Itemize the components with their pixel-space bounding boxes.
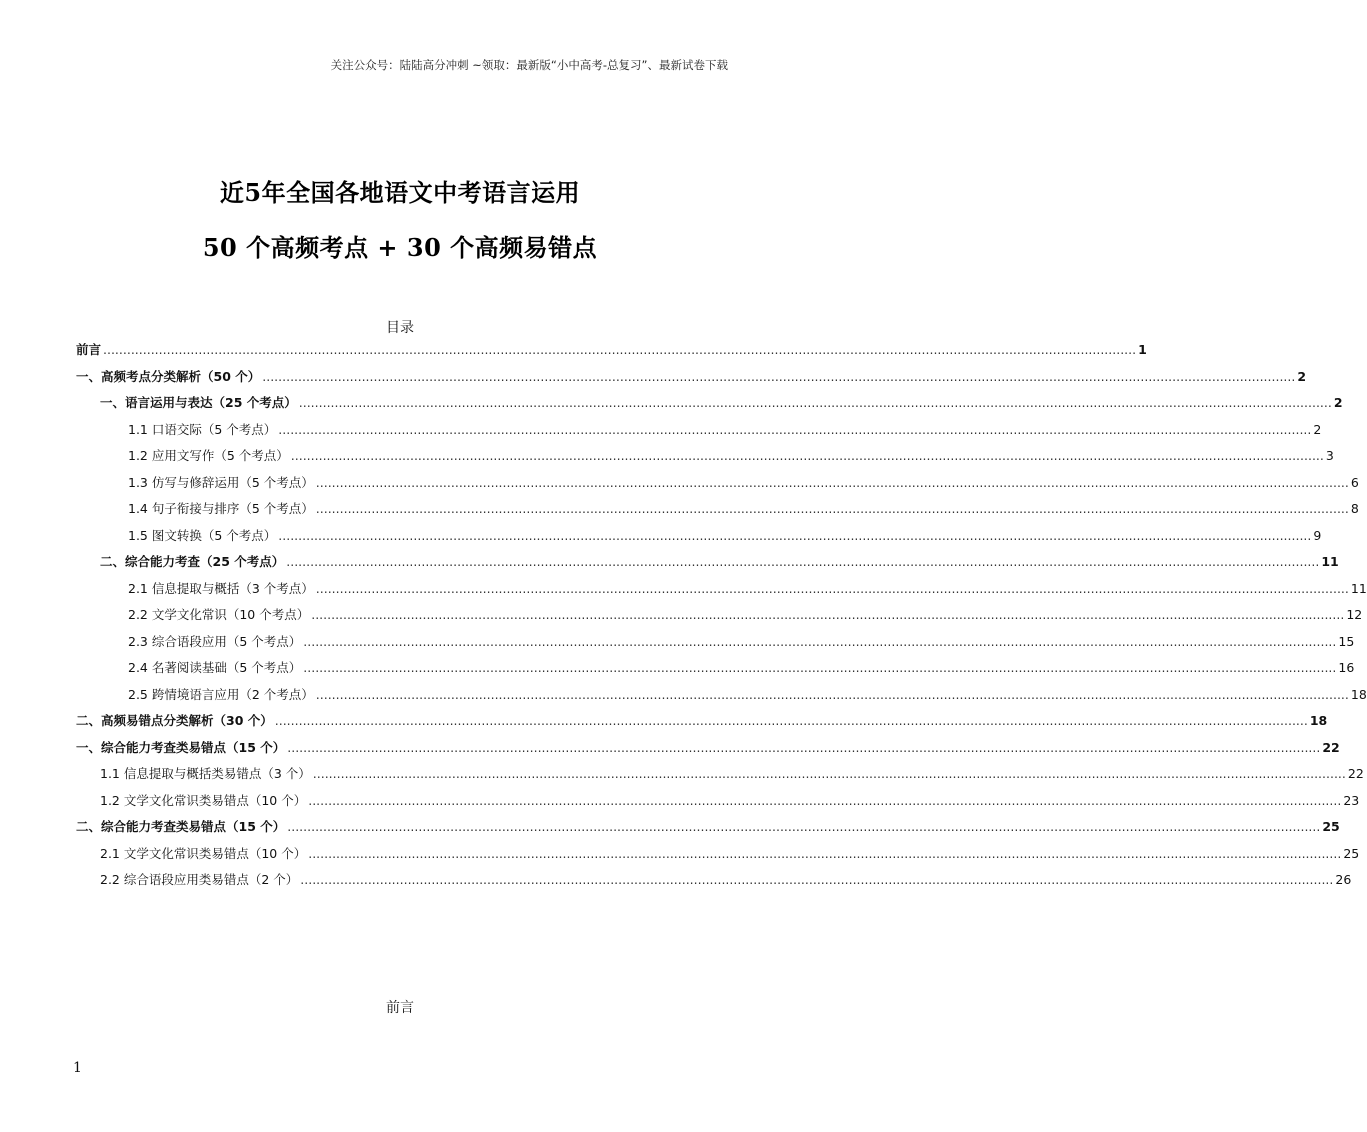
toc-entry-page: 23 <box>1343 792 1360 808</box>
toc-entry[interactable] <box>76 788 1360 815</box>
toc-dot-leader: .................................................................................................................................................................................................................................................................... <box>262 368 1296 384</box>
toc-entry-page: 2 <box>1333 395 1343 410</box>
toc-entry-label: 二、综合能力考查（25 个考点） <box>100 554 285 569</box>
toc-entry-label: 2.1 信息提取与概括（3 个考点） <box>128 580 314 596</box>
toc-entry[interactable] <box>76 708 1328 735</box>
toc-entry-page: 2 <box>1297 368 1307 384</box>
toc-dot-leader: .................................................................................................................................................................................................................................................................... <box>300 872 1334 887</box>
toc-dot-leader: .................................................................................................................................................................................................................................................................... <box>303 660 1337 675</box>
toc-entry-label: 1.5 图文转换（5 个考点） <box>128 527 277 543</box>
toc-entry-page: 18 <box>1309 713 1328 728</box>
toc-entry[interactable] <box>76 761 1364 788</box>
toc-entry[interactable] <box>76 390 1343 417</box>
toc-entry-page: 26 <box>1335 872 1352 887</box>
toc-dot-leader: .................................................................................................................................................................................................................................................................... <box>278 527 1312 543</box>
toc-entry-label: 一、高频考点分类解析（50 个） <box>76 368 261 384</box>
page-number: 1 <box>73 1060 82 1076</box>
toc-dot-leader: .................................................................................................................................................................................................................................................................... <box>308 792 1342 808</box>
preface-heading: 前言 <box>386 1000 414 1016</box>
toc-entry-label: 2.2 综合语段应用类易错点（2 个） <box>100 872 299 887</box>
toc-entry[interactable] <box>76 549 1339 576</box>
toc-entry-label: 2.2 文学文化常识（10 个考点） <box>128 607 310 622</box>
toc-dot-leader: .................................................................................................................................................................................................................................................................... <box>308 845 1342 861</box>
toc-entry-label: 2.5 跨情境语言应用（2 个考点） <box>128 686 314 702</box>
toc-entry-label: 2.4 名著阅读基础（5 个考点） <box>128 660 302 675</box>
toc-dot-leader: .................................................................................................................................................................................................................................................................... <box>287 739 1321 755</box>
toc-entry[interactable] <box>76 470 1359 497</box>
toc-dot-leader: .................................................................................................................................................................................................................................................................... <box>311 607 1345 622</box>
toc-entry-label: 二、高频易错点分类解析（30 个） <box>76 713 273 728</box>
toc-entry-page: 25 <box>1322 819 1340 834</box>
toc-entry[interactable] <box>76 523 1322 550</box>
toc-dot-leader: .................................................................................................................................................................................................................................................................... <box>298 395 1332 410</box>
toc-entry[interactable] <box>76 814 1340 841</box>
toc-dot-leader: .................................................................................................................................................................................................................................................................... <box>278 421 1312 437</box>
toc-entry-page: 1 <box>1138 342 1147 357</box>
toc-dot-leader: .................................................................................................................................................................................................................................................................... <box>274 713 1308 728</box>
toc-entry[interactable] <box>76 496 1359 523</box>
toc-heading: 目录 <box>386 320 414 336</box>
toc-entry[interactable] <box>76 682 1367 709</box>
toc-dot-leader: .................................................................................................................................................................................................................................................................... <box>286 554 1320 569</box>
toc-entry-page: 12 <box>1346 607 1363 622</box>
toc-dot-leader: .................................................................................................................................................................................................................................................................... <box>315 501 1349 516</box>
toc-entry-label: 1.4 句子衔接与排序（5 个考点） <box>128 501 314 516</box>
toc-dot-leader: .................................................................................................................................................................................................................................................................... <box>303 633 1337 649</box>
toc-dot-leader: .................................................................................................................................................................................................................................................................... <box>290 448 1324 463</box>
toc-dot-leader: .................................................................................................................................................................................................................................................................... <box>103 342 1137 357</box>
toc-entry-label: 前言 <box>76 342 102 357</box>
toc-entry-page: 16 <box>1338 660 1355 675</box>
toc-entry[interactable] <box>76 841 1360 868</box>
toc-entry-page: 11 <box>1350 580 1367 596</box>
toc-entry-label: 一、综合能力考查类易错点（15 个） <box>76 739 286 755</box>
toc-entry[interactable] <box>76 417 1322 444</box>
toc-dot-leader: .................................................................................................................................................................................................................................................................... <box>315 580 1349 596</box>
toc-entry-page: 25 <box>1343 845 1360 861</box>
table-of-contents <box>76 337 1367 894</box>
toc-entry-label: 1.2 应用文写作（5 个考点） <box>128 448 289 463</box>
toc-entry[interactable] <box>76 629 1355 656</box>
toc-entry[interactable] <box>76 576 1367 603</box>
toc-entry-page: 11 <box>1321 554 1339 569</box>
toc-entry[interactable] <box>76 655 1355 682</box>
toc-entry-label: 二、综合能力考查类易错点（15 个） <box>76 819 286 834</box>
toc-dot-leader: .................................................................................................................................................................................................................................................................... <box>315 686 1349 702</box>
toc-entry[interactable] <box>76 337 1147 364</box>
toc-entry[interactable] <box>76 443 1334 470</box>
document-title-line1: 近5年全国各地语文中考语言运用 <box>219 178 581 207</box>
toc-entry[interactable] <box>76 867 1352 894</box>
toc-entry-label: 2.1 文学文化常识类易错点（10 个） <box>100 845 307 861</box>
toc-entry-label: 2.3 综合语段应用（5 个考点） <box>128 633 302 649</box>
toc-dot-leader: .................................................................................................................................................................................................................................................................... <box>287 819 1321 834</box>
document-title-line2: 50 个高频考点 + 30 个高频易错点 <box>202 233 598 262</box>
header-note: 关注公众号：陆陆高分冲刺 ~领取：最新版“小中高考-总复习”、最新试卷下载 <box>330 58 728 72</box>
toc-entry-page: 3 <box>1325 448 1334 463</box>
toc-entry-page: 8 <box>1350 501 1359 516</box>
toc-entry-page: 15 <box>1338 633 1355 649</box>
toc-entry-label: 1.1 口语交际（5 个考点） <box>128 421 277 437</box>
toc-entry[interactable] <box>76 364 1307 391</box>
toc-entry-label: 1.3 仿写与修辞运用（5 个考点） <box>128 474 314 490</box>
toc-entry-page: 6 <box>1350 474 1359 490</box>
toc-entry-page: 2 <box>1313 421 1322 437</box>
toc-entry-page: 22 <box>1322 739 1340 755</box>
toc-entry-label: 1.2 文学文化常识类易错点（10 个） <box>100 792 307 808</box>
toc-entry-label: 1.1 信息提取与概括类易错点（3 个） <box>100 766 311 781</box>
toc-entry-page: 9 <box>1313 527 1322 543</box>
toc-dot-leader: .................................................................................................................................................................................................................................................................... <box>312 766 1346 781</box>
toc-entry[interactable] <box>76 602 1363 629</box>
toc-entry-page: 22 <box>1347 766 1364 781</box>
toc-entry[interactable] <box>76 735 1340 762</box>
toc-dot-leader: .................................................................................................................................................................................................................................................................... <box>315 474 1349 490</box>
toc-entry-page: 18 <box>1350 686 1367 702</box>
toc-entry-label: 一、语言运用与表达（25 个考点） <box>100 395 297 410</box>
